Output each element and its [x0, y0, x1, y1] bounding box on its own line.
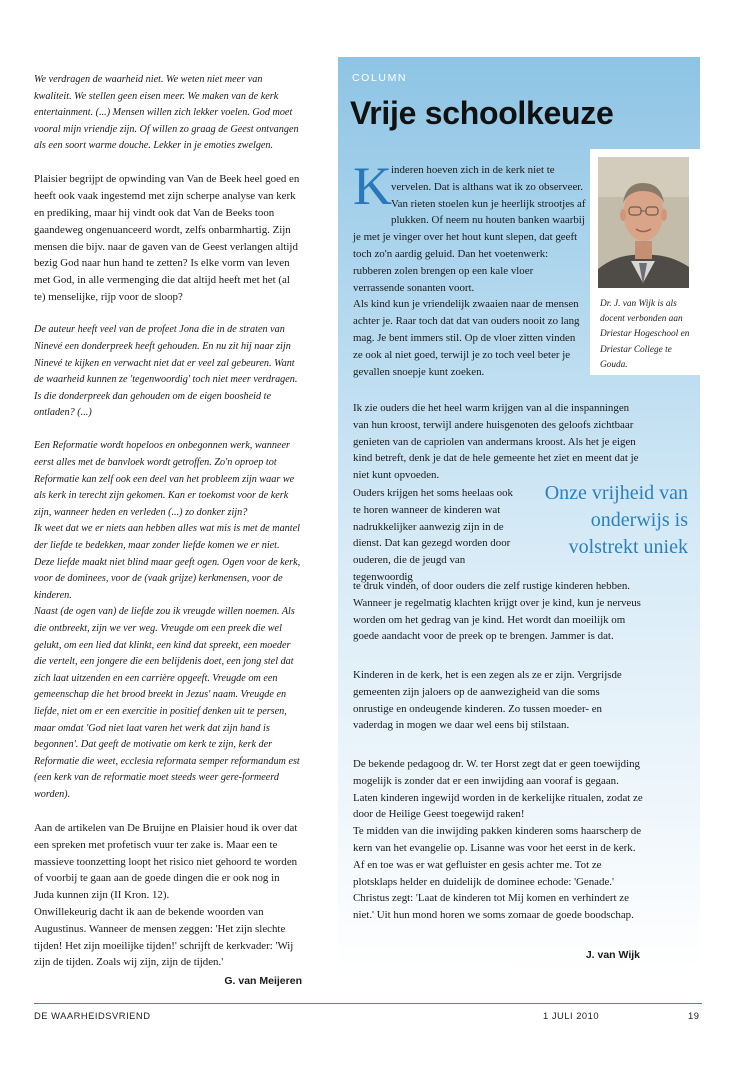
quote-paragraph-4a: Een Reformatie wordt hopeloos en onbegonnen werk, wanneer eerst alles met de banvloek wordt getroffen. Zo'n oproep tot Reformatie kan zelf ook een deel van het probleem zijn waar we als kerk in terecht zijn gekomen. Kan er toekomst voor de kerk zijn, wanneer heden en verleden (...) zo donker zijn?	[34, 440, 295, 518]
footer-date: 1 JULI 2010	[543, 1010, 600, 1021]
left-author-signature: G. van Meijeren	[224, 975, 302, 988]
body-paragraph-5: Aan de artikelen van De Bruijne en Plaisier houd ik over dat een spreken met profetisch vuur ter zake is. Maar een te massieve toonzetting loopt het risico niet gehoord te worden of voorbij te gaan aan de goede dingen die er ook nog in Juda kunnen zijn (II Kron. 12).	[34, 821, 298, 902]
paragraph-5c-text: Christus zegt: 'Laat de kinderen tot Mij komen en verhindert ze niet.' Uit hun mond horen we soms zomaar de goede boodschap.	[353, 892, 634, 922]
footer-divider	[34, 1003, 702, 1004]
column-title: Vrije schoolkeuze	[350, 95, 614, 131]
paragraph-3-narrow-text: Ouders krijgen het soms heelaas ook te horen wanneer de kinderen wat nadrukkelijker aanwezig zijn in de dienst. Dat kan gezegd worden door ouderen, die de jeugd van tegenwoordig	[353, 487, 513, 583]
photo-caption: Dr. J. van Wijk is als docent verbonden aan Driestar Hogeschool en Driestar College te Gouda.	[600, 299, 690, 370]
quote-paragraph-3: De auteur heeft veel van de profeet Jona die in de straten van Ninevé een donderpreek heeft gehouden. En nu zit hij naar zijn Ninevé te kijken en verwacht niet dat er veel zal gebeuren. Want de waarheid kunnen ze 'tegenwoordig' toch niet meer verdragen. Is die donderpreek dan gehouden om de eigen boosheid te ontladen? (...)	[34, 324, 298, 419]
column-intro	[353, 156, 586, 380]
column-paragraph-3-narrow	[353, 485, 513, 586]
quote-paragraph-4b: Ik weet dat we er niets aan hebben alles wat mis is met de mantel der liefde te bedekken, maar zonder liefde komen we er niet. Deze liefde maakt niet blind maar geeft ogen. Ogen voor de kerk, voor de dominees, voor de (vaak grijze) kerkmensen, voor de kinderen.	[34, 523, 301, 601]
paragraph-5b-text: Te midden van die inwijding pakken kinderen soms haarscherp de kern van het evangelie op. Lisanne was voor het eerst in de kerk. Af en toe was er wat gefluister en gesis achter me. Tot ze plotsklaps helder en duidelijk de dominee echode: 'Genade.'	[353, 825, 642, 888]
intro-paragraph-1: inderen hoeven zich in de kerk niet te vervelen. Dat is althans wat ik zo observeer. Van rieten stoelen kun je heerlijk strootjes af plukken. Of neem nu houten banken waarbij je met je vinger over het hout kunt slepen, dat geeft toch zo'n aardig geluid. Dan het voetenwerk: rubberen zolen brengen op een kale vloer verrassende sonanten voort.	[353, 164, 586, 294]
drop-cap-container	[353, 156, 392, 216]
paragraph-4-text: Kinderen in de kerk, het is een zegen als ze er zijn. Vergrijsde gemeenten zijn jaloers op de aanwezigheid van die soms onrustige en ondeugende kinderen. Zo tussen moeder- en vaderdag in mogen we daar wel eens bij stilstaan.	[353, 669, 622, 732]
author-photo-box	[590, 149, 700, 375]
pull-quote: Onze vrijheid van onderwijs is volstrekt uniek	[544, 482, 688, 558]
column-paragraph-5	[353, 756, 643, 924]
footer-magazine-name: DE WAARHEIDSVRIEND	[34, 1010, 151, 1021]
author-portrait-image	[598, 157, 689, 288]
column-paragraph-4	[353, 667, 643, 734]
quote-paragraph-4c: Naast (de ogen van) de liefde zou ik vreugde willen noemen. Als die ontbreekt, zijn we ver weg. Vreugde om een preek die wel gelukt, om een lied dat klinkt, een kind dat spreekt, een moeder die vertelt, een jongere die een belijdenis doet, een jong stel dat zich laat uitzenden en een carrière opgeeft. Vreugde om een gemeenschap die het brood breekt in Jezus' naam. Vreugde en liefde, niet om er een exercitie in positief denken uit te persen, maar omdat 'God niet laat varen het werk dat zijn hand is begonnen'. Dat geeft de motivatie om kerk te zijn, kerk der Reformatie die weet, ecclesia reformata semper reformandum est (een kerk van de reformatie moet steeds weer gere-formeerd worden).	[34, 606, 300, 800]
paragraph-5a-text: De bekende pedagoog dr. W. ter Horst zegt dat er geen toewijding mogelijk is zonder dat er een inwijding aan vooraf is gegaan. Laten kinderen ingewijd worden in de kerkelijke ritualen, zodat ze door de Heilige Geest toegewijd raken!	[353, 758, 643, 821]
column-paragraph-3-rest	[353, 578, 643, 645]
body-paragraph-6: Onwillekeurig dacht ik aan de bekende woorden van Augustinus. Wanneer de mensen zeggen: 'Het zijn slechte tijden! Het zijn moeilijke tijden!' schrijft de kerkvader: 'Wij zijn de tijden. Zoals wij zijn, zijn de tijden.'	[34, 905, 294, 969]
column-paragraph-3-wide	[353, 400, 643, 484]
paragraph-3-rest-text: te druk vinden, of door ouders die zelf rustige kinderen hebben. Wanneer je regelmatig klachten krijgt over je kind, kun je nerveus worden om het gedrag van je kind. Het wordt dan moeilijk om goede aandacht voor de preek op te brengen. Jammer is dat.	[353, 580, 641, 643]
body-paragraph-2: Plaisier begrijpt de opwinding van Van de Beek heel goed en heeft ook vaak ingestemd met zijn scherpe analyse van kerk en prediking, maar hij vindt ook dat Van de Beeks toon gaandeweg ongenuanceerd wordt, zelfs onbarmhartig. Zijn mensen die bijv. naar de gaven van de Geest verlangen altijd bezig God naar hun hand te zetten? Is elke vorm van leven met God, in alle vermenging die dat altijd heeft met het (al te) menselijke, rijp voor de sloop?	[34, 173, 300, 304]
footer-page-number: 19	[688, 1010, 700, 1021]
left-article-column	[34, 72, 302, 990]
section-label: COLUMN	[352, 72, 408, 84]
column-author-signature: J. van Wijk	[585, 949, 640, 961]
drop-cap-letter: K	[353, 156, 392, 216]
quote-paragraph-1: We verdragen de waarheid niet. We weten niet meer van kwaliteit. We stellen geen eisen meer. We maken van de kerk entertainment. (...) Mensen willen zich lekker voelen. God moet vooral mijn vriendje zijn. Of willen zo graag de Geest ontvangen als een soort warme douche. Lekker in je emoties zwelgen.	[34, 74, 299, 152]
intro-paragraph-2: Als kind kun je vriendelijk zwaaien naar de mensen achter je. Raar toch dat dat van ouders nooit zo lang mag. Je bent immers stil. Op de vloer zitten vinden ze ook al niet goed, terwijl je zo toch veel beter je gevallen snoepje kunt zoeken.	[353, 298, 580, 378]
paragraph-3-wide-text: Ik zie ouders die het heel warm krijgen van al die inspanningen van hun kroost, terwijl andere huisgenoten des geloofs zichtbaar genieten van de capriolen van andermans kroost. Als het je eigen kind betreft, denk je dat de hele gemeente het ziet en meent dat je niet kunt opvoeden.	[353, 402, 639, 482]
